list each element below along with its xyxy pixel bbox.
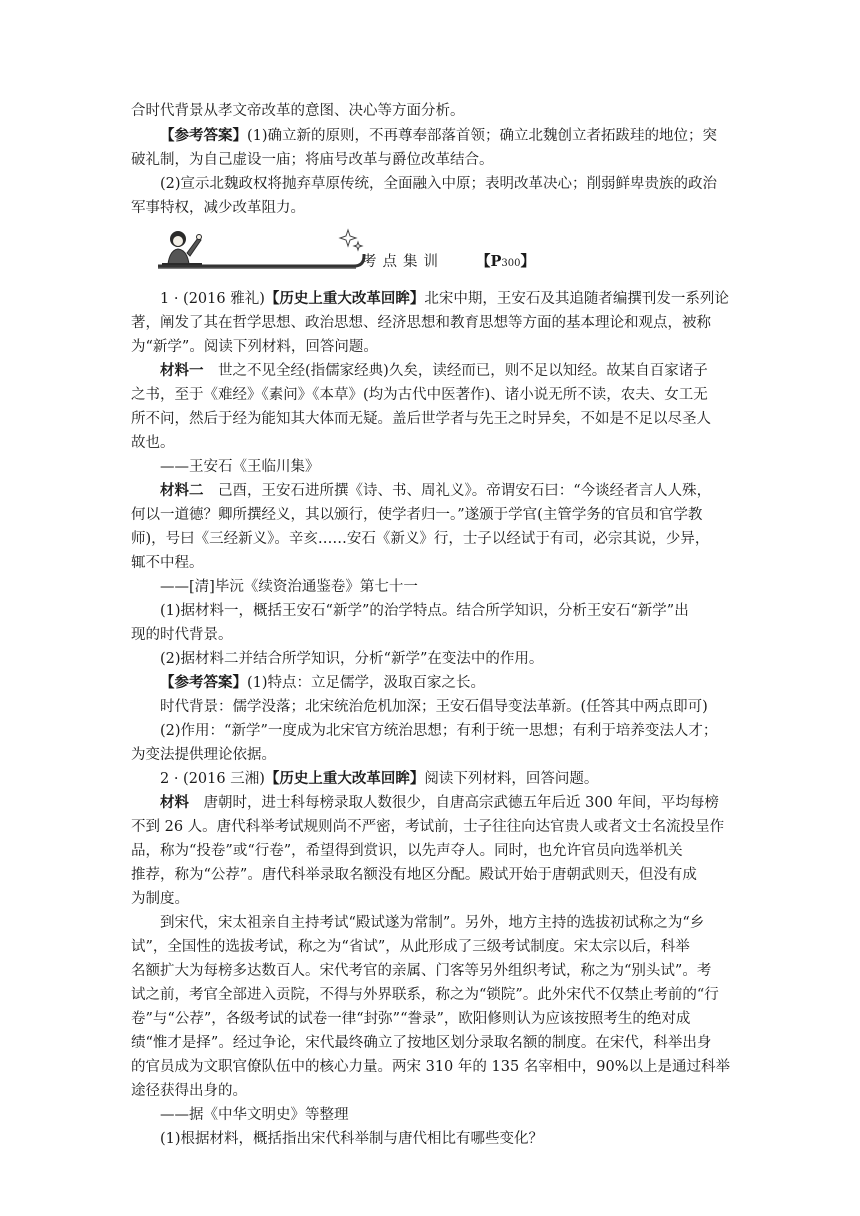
q1-answer-line: 时代背景：儒学没落；北宋统治危机加深；王安石倡导变法革新。(任答其中两点即可) — [160, 699, 708, 715]
q2-paragraph-2-line: 绩“惟才是择”。经过争论，宋代最终确立了按地区划分录取名额的制度。在宋代，科举出身 — [131, 1035, 712, 1051]
q1-material-2-line: 何以一道德？卿所撰经义，其以颁行，使学者归一。”遂颁于学官(主管学务的官员和官学教 — [131, 507, 703, 523]
q2-material: 材料 唐朝时，进士科每榜录取人数很少，自唐高宗武德五年后近 300 年间，平均每榜 — [160, 794, 719, 811]
q2-material-line: 为制度。 — [131, 891, 189, 907]
material-tag: 材料二 — [160, 482, 204, 499]
q1-material-1-line: 故也。 — [131, 435, 175, 451]
q1-question-1: (1)据材料一，概括王安石“新学”的治学特点。结合所学知识，分析王安石“新学”出 — [160, 603, 689, 619]
q2-paragraph-2-line: 的官员成为文职官僚队伍中的核心力量。两宋 310 年的 135 名宰相中，90%以上是通过科举 — [131, 1059, 731, 1075]
intro-line-3: 破礼制，为自己虚设一庙；将庙号改革与爵位改革结合。 — [131, 152, 494, 168]
q2-question-1: (1)根据材料，概括指出宋代科举制与唐代相比有哪些变化？ — [160, 1131, 544, 1147]
section-banner — [158, 226, 718, 272]
q2-tag: 【历史上重大改革回眸】 — [264, 770, 425, 787]
section-title: 考点集训 — [362, 254, 444, 270]
q2-number: 2 · (2016 三湘) — [160, 771, 265, 787]
intro-line-2: (1)确立新的原则，不再尊奉部落首领；确立北魏创立者拓跋珪的地位；突 — [247, 128, 718, 144]
q1-number: 1 · (2016 雅礼) — [160, 291, 265, 307]
q1-intro-2: 著，阐发了其在哲学思想、政治思想、经济思想和教育思想等方面的基本理论和观点，被称 — [131, 315, 711, 331]
intro-line-5: 军事特权，减少改革阻力。 — [131, 200, 305, 216]
q1-question-2: (2)据材料二并结合所学知识，分析“新学”在变法中的作用。 — [160, 651, 544, 667]
q1-answer-line: 为变法提供理论依据。 — [131, 747, 276, 763]
q2-source: ——据《中华文明史》等整理 — [160, 1107, 349, 1123]
q2-paragraph-2-line: 途径获得出身的。 — [131, 1083, 247, 1099]
material-tag: 材料 — [160, 794, 189, 811]
q2-paragraph-2-line: 卷”与“公荐”，各级考试的试卷一律“封弥”“誊录”，欧阳修则认为应该按照考生的绝对成 — [131, 1011, 691, 1027]
q2-paragraph-2-line: 试”，全国性的选拔考试，称之为“省试”，从此形成了三级考试制度。宋太宗以后，科举 — [131, 939, 690, 955]
q2-paragraph-2-line: 试之前，考官全部进入贡院，不得与外界联系，称之为“锁院”。此外宋代不仅禁止考前的“行 — [131, 987, 719, 1003]
q2-paragraph-2-line: 名额扩大为每榜多达数百人。宋代考官的亲属、门客等另外组织考试，称之为“别头试”。考 — [131, 963, 712, 979]
answer-tag: 【参考答案】 — [160, 127, 247, 144]
page-reference: 【P300】 — [476, 253, 535, 270]
q1-material-2-line: 辄不中程。 — [131, 555, 204, 571]
q1-material-2-source: ——[清]毕沅《续资治通鉴卷》第七十一 — [160, 579, 418, 595]
q1-answer-line: (2)作用：“新学”一度成为北宋官方统治思想；有利于统一思想；有利于培养变法人才； — [160, 723, 718, 739]
intro-line-4: (2)宣示北魏政权将抛弃草原传统，全面融入中原；表明改革决心；削弱鲜卑贵族的政治 — [160, 176, 718, 192]
q1-intro-3: 为“新学”。阅读下列材料，回答问题。 — [131, 339, 378, 355]
q2-heading: 2 · (2016 三湘)【历史上重大改革回眸】阅读下列材料，回答问题。 — [160, 770, 599, 787]
material-tag: 材料一 — [160, 362, 204, 379]
q1-material-2: 材料二 己酉，王安石进所撰《诗、书、周礼义》。帝谓安石曰：“今谈经者言人人殊， — [160, 482, 712, 499]
q1-material-2-line: 师)，号曰《三经新义》。辛亥……安石《新义》行，士子以经试于有司，必宗其说，少异， — [131, 531, 710, 547]
q2-material-line: 推荐，称为“公荐”。唐代科举录取名额没有地区分配。殿试开始于唐朝武则天，但没有成 — [131, 867, 697, 883]
q2-material-line: 不到 26 人。唐代科举考试规则尚不严密，考试前，士子往往向达官贵人或者文士名流投呈作 — [131, 819, 725, 835]
q1-heading: 1 · (2016 雅礼)【历史上重大改革回眸】北宋中期，王安石及其追随者编撰刊发一系列论 — [160, 290, 729, 307]
intro-line-1: 合时代背景从孝文帝改革的意图、决心等方面分析。 — [131, 103, 465, 119]
q1-material-1-source: ——王安石《王临川集》 — [160, 459, 320, 475]
q1-material-1-line: 之书，至于《难经》《素问》《本草》(均为古代中医著作)、诸小说无所不读，农夫、女工无 — [131, 387, 708, 403]
q1-material-1-line: 所不问，然后于经为能知其大体而无疑。盖后世学者与先王之时异矣，不如是不足以尽圣人 — [131, 411, 711, 427]
q1-answer: 【参考答案】(1)特点：立足儒学，汲取百家之长。 — [160, 674, 486, 691]
q1-tag: 【历史上重大改革回眸】 — [264, 290, 425, 307]
q1-material-1: 材料一 世之不见全经(指儒家经典)久矣，读经而已，则不足以知经。故某自百家诸子 — [160, 362, 708, 379]
q1-question-1-cont: 现的时代背景。 — [131, 627, 233, 643]
answer-tag: 【参考答案】 — [160, 674, 247, 691]
q2-paragraph-2-line: 到宋代，宋太祖亲自主持考试“殿试遂为常制”。另外，地方主持的选拔初试称之为“乡 — [160, 915, 705, 931]
intro-answer-line — [160, 125, 717, 147]
q2-material-line: 品，称为“投卷”或“行卷”，希望得到赏识，以先声夺人。同时，也允许官员向选举机关 — [131, 843, 683, 859]
